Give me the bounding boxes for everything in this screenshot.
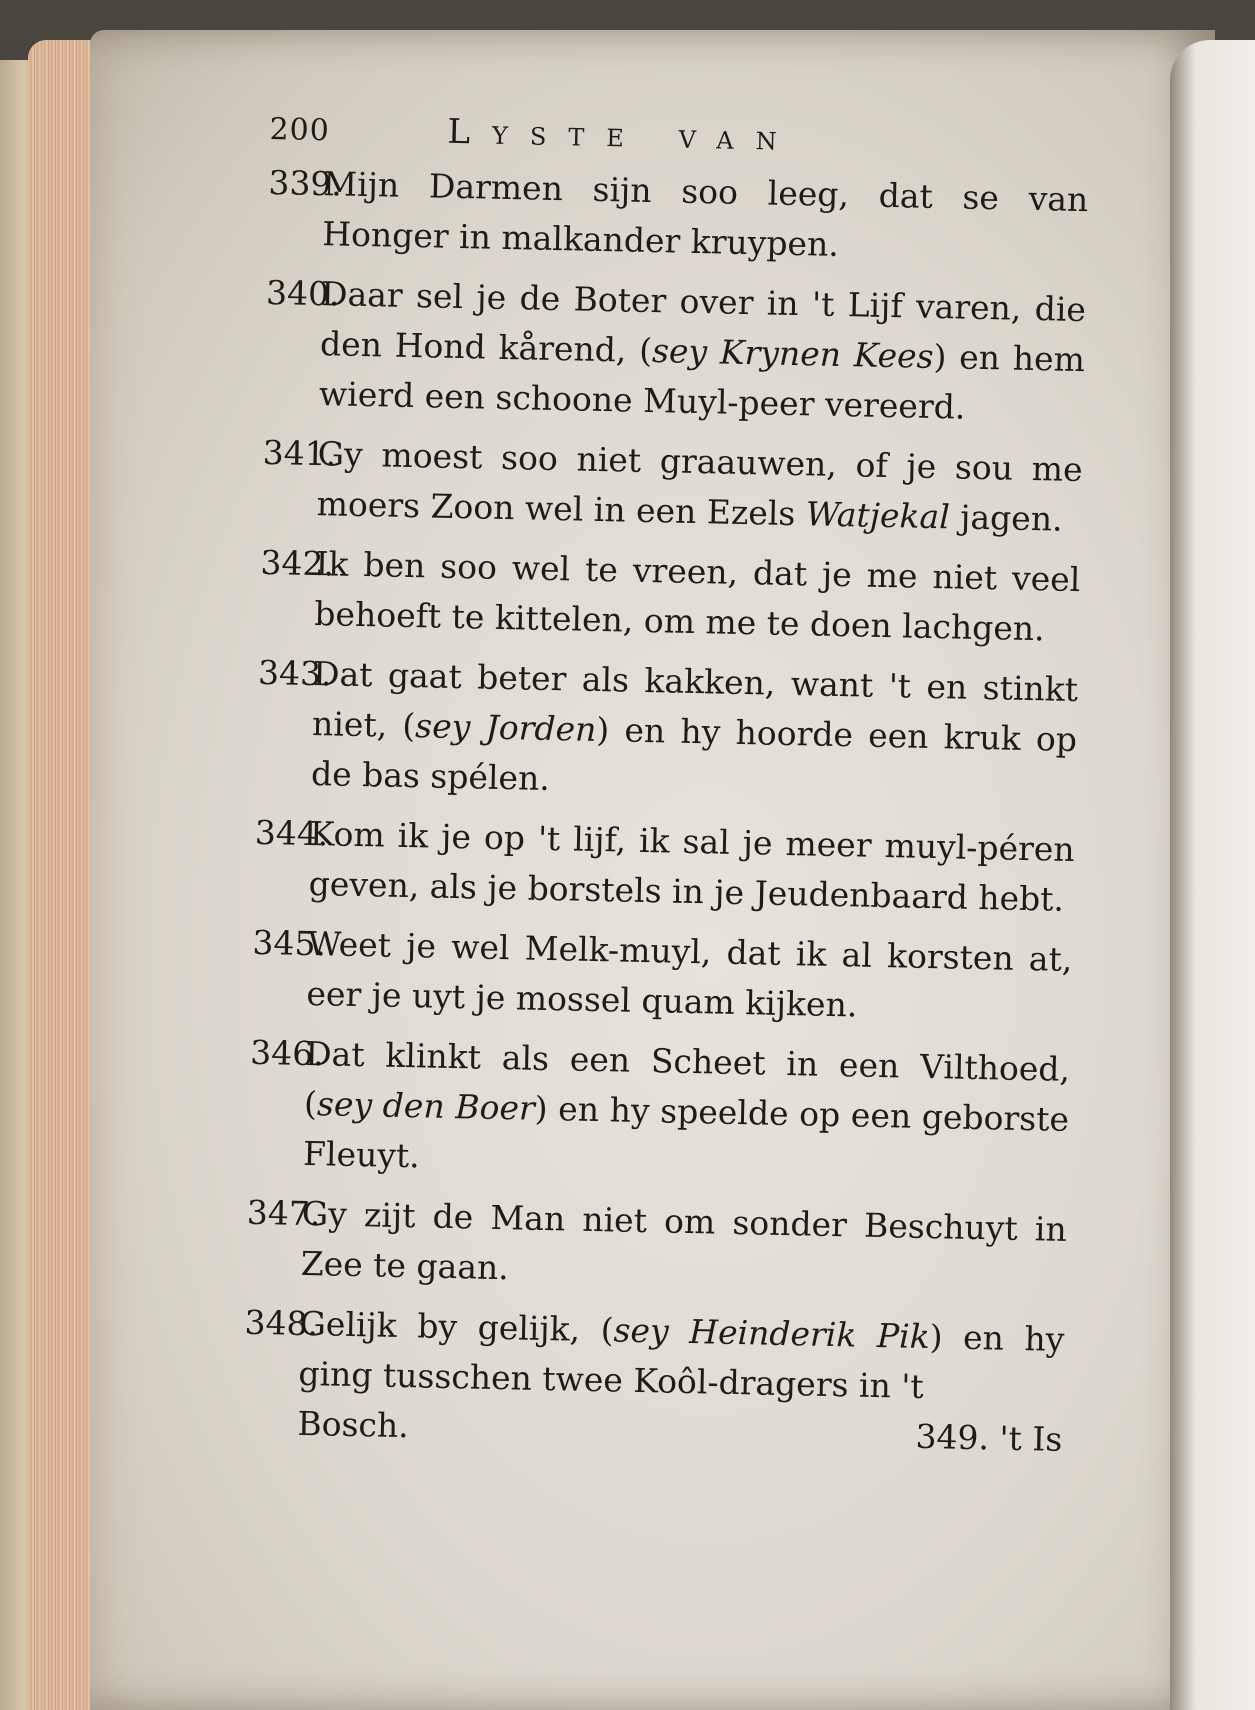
entry-text-end: ) en hy ging tusschen twee Koôl-dragers in 't (298, 1317, 1065, 1406)
entry-number: 345. (252, 922, 327, 964)
entry-number: 348. (244, 1302, 319, 1344)
entry-341 (261, 428, 1083, 545)
entry-339 (267, 158, 1089, 275)
entry-number: 344. (254, 812, 329, 854)
entry-340 (264, 268, 1087, 435)
entry-text-end: jagen. (949, 497, 1063, 539)
entry-345 (251, 918, 1073, 1035)
entry-number: 340. (265, 272, 341, 314)
entry-number: 343. (257, 652, 333, 694)
entry-italic: Watjekal (805, 494, 951, 537)
entry-344 (253, 808, 1075, 925)
entry-italic: sey Krynen Kees (651, 331, 935, 376)
entry-348 (243, 1298, 1065, 1415)
page-number: 200 (269, 111, 331, 149)
entry-number: 339. (268, 162, 343, 204)
entry-text: Dat klinkt als een Scheet in een Vilthoed, ( (303, 1033, 1071, 1124)
entry-text: Mijn Darmen sijn soo leeg, dat se van Honger in malkander kruypen. (321, 164, 1089, 264)
entry-343 (256, 648, 1079, 815)
entry-text-end: ) en hem wierd een schoone Muyl-peer vereerd. (318, 336, 1086, 427)
entry-number: 342. (260, 542, 335, 584)
catchword: 349. 't Is (915, 1416, 1063, 1459)
entry-347 (245, 1188, 1067, 1305)
entry-342 (259, 538, 1081, 655)
entry-number: 347. (246, 1192, 321, 1234)
entry-italic: sey den Boer (316, 1084, 536, 1128)
entry-number: 341. (262, 432, 337, 474)
entry-number: 346. (249, 1032, 325, 1074)
entry-text: Ik ben soo wel te vreen, dat je me niet veel behoeft te kittelen, om me te doen lachgen. (314, 544, 1081, 649)
entry-text: Dat gaat beter als kakken, want 't en stinkt niet, ( (311, 654, 1079, 746)
entry-italic: sey Jorden (414, 706, 597, 749)
entry-text: Kom ik je op 't lijf, ik sal je meer muyl-péren geven, als je borstels in je Jeudenbaard hebt. (308, 813, 1076, 919)
entry-text: Gelijk by gelijk, ( (299, 1303, 615, 1350)
entry-italic: sey Heinderik Pik (613, 1310, 931, 1357)
entry-text-end: ) en hy speelde op een geborste Fleuyt. (302, 1088, 1070, 1176)
page-text (242, 108, 1090, 1465)
entry-text: Gy zijt de Man niet om sonder Beschuyt in Zee te gaan. (300, 1193, 1068, 1288)
page-edges (28, 40, 98, 1710)
entry-text: Weet je wel Melk-muyl, dat ik al korsten at, eer je uyt je mossel quam kijken. (306, 923, 1073, 1025)
entry-text: Daar sel je de Boter over in 't Lijf varen, die den Hond kårend, ( (319, 274, 1087, 371)
entry-final-word: Bosch. (297, 1403, 410, 1446)
facing-page-edge (1170, 40, 1255, 1710)
entry-text-end: ) en hy hoorde een kruk op de bas spélen. (310, 709, 1078, 799)
entry-text: Gy moest soo niet graauwen, of je sou me moers Zoon wel in een Ezels (316, 434, 1084, 534)
running-head: Lyste van (447, 111, 800, 160)
entry-346 (248, 1028, 1071, 1195)
